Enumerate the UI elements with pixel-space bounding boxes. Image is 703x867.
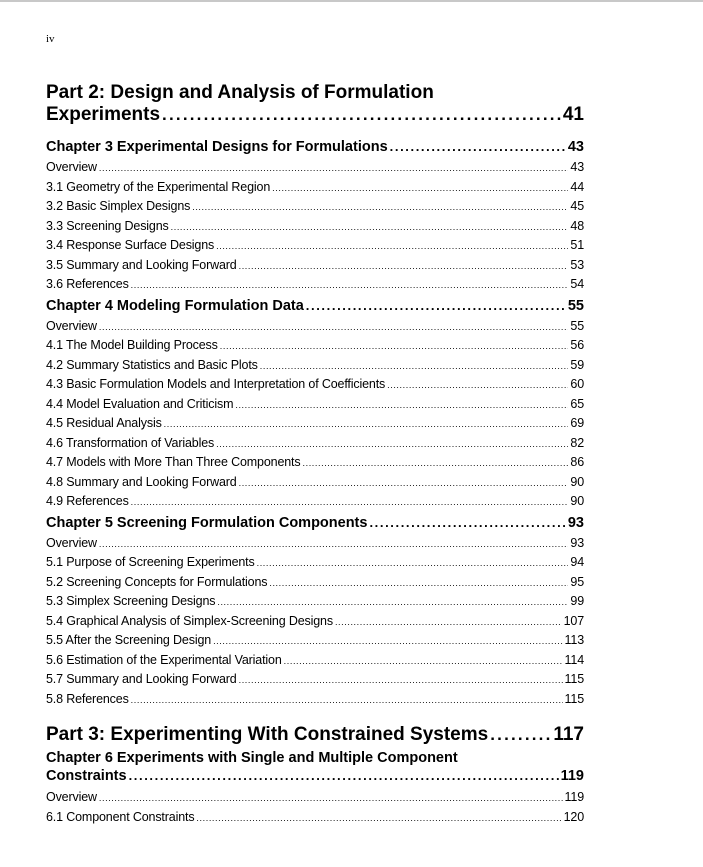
toc-entry-title: 4.1 The Model Building Process (46, 338, 218, 352)
toc-entry[interactable] (46, 375, 584, 395)
toc-entry[interactable] (46, 434, 584, 454)
toc-entry-page: 69 (570, 416, 584, 430)
dot-leader (306, 295, 566, 317)
toc-entry-title: 3.4 Response Surface Designs (46, 238, 215, 252)
toc-entry-title: 4.8 Summary and Looking Forward (46, 474, 237, 489)
dot-leader (196, 809, 561, 828)
dot-leader (171, 218, 569, 237)
toc-entry-page: 43 (570, 160, 584, 174)
dot-leader (235, 396, 568, 415)
part2-page: 41 (562, 104, 584, 125)
toc-entry-page: 65 (570, 396, 584, 411)
toc-entry-page: 53 (570, 257, 584, 272)
dot-leader (131, 276, 569, 295)
toc-entry-page: 86 (570, 455, 584, 469)
dot-leader (269, 574, 568, 593)
toc-entry[interactable] (46, 236, 584, 256)
toc-entry[interactable] (46, 158, 584, 178)
toc-entry-page: 60 (570, 377, 584, 391)
part3-page: 117 (553, 724, 584, 745)
toc-entry-page: 115 (564, 672, 584, 686)
toc-entry-title: 3.6 References (46, 277, 129, 291)
dot-leader (239, 474, 569, 493)
toc-entry[interactable] (46, 414, 584, 434)
chapter-3-page: 43 (567, 139, 584, 155)
toc-entry-page: 113 (564, 633, 584, 647)
toc-entry[interactable] (46, 631, 584, 651)
toc-entry[interactable] (46, 317, 584, 337)
toc-entry[interactable] (46, 336, 584, 356)
dot-leader (490, 720, 551, 749)
chapter-5-page: 93 (567, 514, 584, 531)
toc-entry[interactable] (46, 592, 584, 612)
toc-entry-page: 93 (570, 535, 584, 550)
toc-entry-title: Overview (46, 160, 97, 174)
dot-leader (99, 535, 568, 554)
toc-entry-page: 45 (570, 199, 584, 213)
toc-entry-title: 6.1 Component Constraints (46, 809, 195, 824)
dot-leader (99, 318, 568, 337)
toc-entry-page: 56 (570, 338, 584, 352)
toc-entry[interactable] (46, 808, 584, 828)
chapter-6-title-line2 (46, 767, 584, 785)
toc-entry-title: 5.5 After the Screening Design (46, 633, 212, 647)
dot-leader (216, 237, 568, 256)
dot-leader (369, 512, 565, 534)
dot-leader (390, 136, 566, 158)
toc-entry[interactable] (46, 473, 584, 493)
part2-title-line1: Part 2: Design and Analysis of Formulation (46, 82, 434, 103)
toc-entry-title: 4.4 Model Evaluation and Criticism (46, 396, 234, 411)
toc-entry-title: 5.3 Simplex Screening Designs (46, 594, 216, 608)
dot-leader (129, 767, 559, 785)
toc-entry-page: 82 (570, 435, 584, 450)
dot-leader (260, 357, 569, 376)
dot-leader (257, 554, 569, 573)
toc-entry-title: 5.4 Graphical Analysis of Simplex-Screening Designs (46, 613, 333, 628)
chapter-6-title-line1: Chapter 6 Experiments with Single and Multiple Component (46, 750, 458, 766)
chapter-3-entry[interactable] (46, 136, 584, 158)
toc-entry[interactable] (46, 573, 584, 593)
dot-leader (164, 415, 569, 434)
toc-entry-title: 5.7 Summary and Looking Forward (46, 672, 237, 686)
toc-entry[interactable] (46, 256, 584, 276)
dot-leader (387, 376, 568, 395)
dot-leader (216, 435, 568, 454)
dot-leader (303, 454, 569, 473)
toc-entry-page: 59 (570, 357, 584, 372)
dot-leader (220, 337, 569, 356)
part2-heading[interactable] (46, 82, 584, 136)
part2-title-line2 (46, 104, 584, 126)
dot-leader (335, 613, 562, 632)
chapter-5-title: Chapter 5 Screening Formulation Components (46, 514, 368, 531)
dot-leader (217, 593, 568, 612)
toc-entry[interactable] (46, 553, 584, 573)
toc-entry[interactable] (46, 197, 584, 217)
toc-entry[interactable] (46, 788, 584, 808)
toc-entry-page: 114 (564, 652, 584, 667)
dot-leader (131, 493, 569, 512)
toc-entry-page: 107 (563, 613, 584, 628)
toc-entry-title: Overview (46, 535, 97, 550)
dot-leader (99, 159, 568, 178)
toc-entry-page: 90 (570, 494, 584, 508)
toc-entry-title: 4.3 Basic Formulation Models and Interpretation of Coefficients (46, 377, 386, 391)
toc-entry-title: 3.5 Summary and Looking Forward (46, 257, 237, 272)
toc-entry[interactable] (46, 453, 584, 473)
toc-entry-page: 99 (570, 594, 584, 608)
dot-leader (99, 789, 563, 808)
toc-entry-page: 48 (570, 218, 584, 233)
top-border (0, 0, 703, 2)
part3-title: Part 3: Experimenting With Constrained Systems (46, 724, 489, 745)
dot-leader (192, 198, 568, 217)
toc-entry-title: 4.5 Residual Analysis (46, 416, 162, 430)
toc-entry-page: 120 (563, 809, 584, 824)
toc-entry-page: 55 (570, 318, 584, 333)
toc-entry-page: 95 (570, 574, 584, 589)
toc-entry-title: 4.9 References (46, 494, 129, 508)
toc-entry-title: 3.3 Screening Designs (46, 218, 169, 233)
chapter-3-title: Chapter 3 Experimental Designs for Formulations (46, 139, 388, 155)
chapter-5-entry[interactable] (46, 512, 584, 534)
dot-leader (131, 691, 563, 710)
dot-leader (272, 179, 568, 198)
toc-entry-page: 115 (564, 691, 584, 706)
toc-entry[interactable] (46, 534, 584, 554)
chapter-6-entry[interactable] (46, 749, 584, 785)
chapter-6-page: 119 (560, 768, 584, 784)
toc-entry-page: 94 (570, 555, 584, 569)
toc-entry-title: 5.6 Estimation of the Experimental Variation (46, 652, 282, 667)
toc-entry-page: 90 (570, 474, 584, 489)
part2-title-continued: Experiments (46, 104, 161, 125)
toc-entry-title: 5.1 Purpose of Screening Experiments (46, 555, 255, 569)
dot-leader (213, 632, 562, 651)
chapter-4-entry[interactable] (46, 295, 584, 317)
toc-entry[interactable] (46, 670, 584, 690)
toc-entry[interactable] (46, 651, 584, 671)
toc-entry[interactable] (46, 395, 584, 415)
chapter-4-page: 55 (567, 297, 584, 314)
toc-entry-title: 4.7 Models with More Than Three Components (46, 455, 301, 469)
toc-entry[interactable] (46, 690, 584, 710)
toc-entry-title: 5.2 Screening Concepts for Formulations (46, 574, 268, 589)
toc-entry-page: 44 (570, 179, 584, 194)
toc-entry[interactable] (46, 356, 584, 376)
toc-entry[interactable] (46, 492, 584, 512)
table-of-contents (46, 82, 584, 827)
toc-entry-page: 119 (564, 790, 584, 804)
toc-entry-page: 51 (570, 238, 584, 252)
part3-heading[interactable] (46, 720, 584, 749)
toc-entry-title: 5.8 References (46, 691, 129, 706)
chapter-4-title: Chapter 4 Modeling Formulation Data (46, 297, 304, 314)
toc-entry[interactable] (46, 275, 584, 295)
toc-entry-title: Overview (46, 790, 97, 804)
toc-entry[interactable] (46, 612, 584, 632)
dot-leader (239, 257, 569, 276)
toc-entry-title: 4.6 Transformation of Variables (46, 435, 215, 450)
dot-leader (162, 104, 561, 126)
page-number: iv (46, 33, 55, 45)
toc-entry-title: 3.1 Geometry of the Experimental Region (46, 179, 271, 194)
toc-entry-title: 4.2 Summary Statistics and Basic Plots (46, 357, 258, 372)
toc-entry-title: Overview (46, 318, 97, 333)
chapter-6-title-continued: Constraints (46, 768, 127, 784)
toc-entry-title: 3.2 Basic Simplex Designs (46, 199, 191, 213)
toc-entry-page: 54 (570, 277, 584, 291)
toc-entry[interactable] (46, 217, 584, 237)
toc-entry[interactable] (46, 178, 584, 198)
dot-leader (239, 671, 563, 690)
dot-leader (284, 652, 563, 671)
